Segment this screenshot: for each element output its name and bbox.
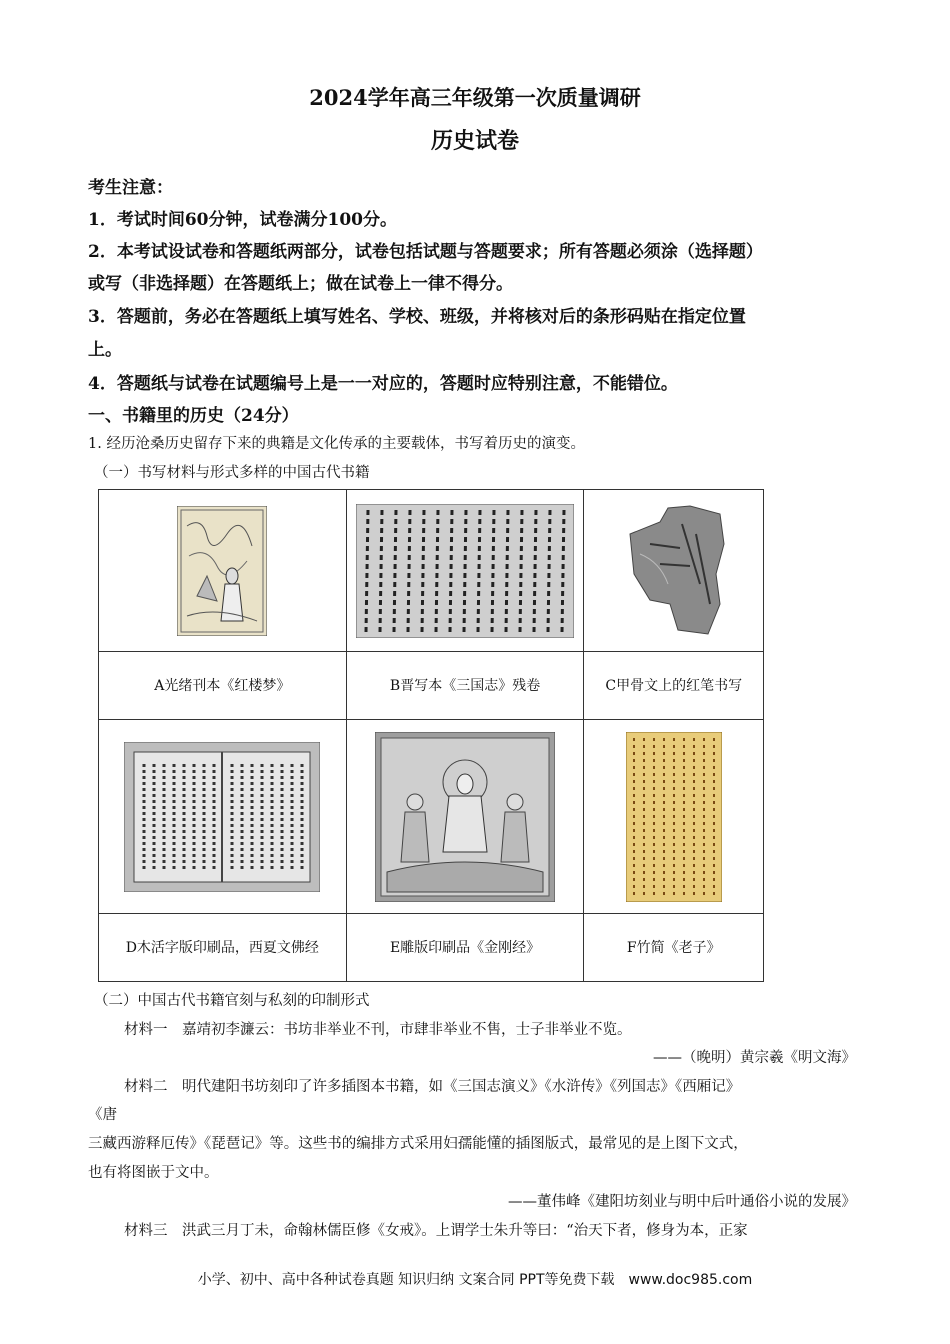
- caption-cell-f: [584, 914, 764, 982]
- material-2-line-1: 材料二 明代建阳书坊刻印了许多插图本书籍，如《三国志演义》《水浒传》《列国志》《西厢记》: [124, 1079, 741, 1095]
- material-2-line-4: 也有将图嵌于文中。: [88, 1165, 219, 1181]
- exam-title: 2024学年高三年级第一次质量调研: [309, 85, 641, 110]
- part-2-heading: （二）中国古代书籍官刻与私刻的印制形式: [94, 993, 370, 1009]
- xixia-sutra-image: [124, 742, 320, 892]
- caption-cell-e: [346, 914, 584, 982]
- book-image-table: [98, 489, 764, 982]
- image-cell-d: [99, 720, 347, 914]
- material-3-line-1: 材料三 洪武三月丁未，命翰林儒臣修《女戒》。上谓学士朱升等曰：“治天下者，修身为本，正家: [124, 1223, 748, 1239]
- caption-f: F竹简《老子》: [626, 939, 721, 956]
- caption-cell-c: [584, 652, 764, 720]
- diamond-sutra-image: [375, 732, 555, 902]
- bamboo-slips-image: [626, 732, 722, 902]
- caption-d: D木活字版印刷品，西夏文佛经: [125, 939, 319, 956]
- hongloumeng-illustration-image: [177, 506, 267, 636]
- image-cell-b: [346, 490, 584, 652]
- question-1-intro: 1. 经历沧桑历史留存下来的典籍是文化传承的主要载体，书写着历史的演变。: [88, 436, 585, 452]
- caption-e: E雕版印刷品《金刚经》: [389, 939, 541, 956]
- notice-item-3-line-1: 3．答题前，务必在答题纸上填写姓名、学校、班级，并将核对后的条形码贴在指定位置: [88, 307, 746, 327]
- notice-item-3-line-2: 上。: [88, 340, 122, 360]
- notice-item-2-line-1: 2．本考试设试卷和答题纸两部分，试卷包括试题与答题要求；所有答题必须涂（选择题）: [88, 242, 763, 262]
- caption-cell-b: [346, 652, 584, 720]
- notice-heading: 考生注意：: [88, 178, 173, 198]
- caption-a: A光绪刊本《红楼梦》: [154, 677, 291, 694]
- notice-item-1: 1．考试时间60分钟，试卷满分100分。: [88, 210, 397, 230]
- material-2-line-2: 《唐: [88, 1107, 117, 1123]
- section-heading: 一、书籍里的历史（24分）: [88, 406, 299, 426]
- caption-cell-d: [99, 914, 347, 982]
- oracle-bone-image: [620, 504, 728, 638]
- image-cell-a: [99, 490, 347, 652]
- caption-c: C甲骨文上的红笔书写: [605, 677, 743, 694]
- material-1-source: ——（晚明）黄宗羲《明文海》: [653, 1050, 856, 1066]
- sanguozhi-manuscript-image: [356, 504, 574, 638]
- material-2-source: ——董伟峰《建阳坊刻业与明中后叶通俗小说的发展》: [508, 1194, 856, 1210]
- caption-cell-a: [99, 652, 347, 720]
- image-cell-e: [346, 720, 584, 914]
- image-cell-f: [584, 720, 764, 914]
- image-cell-c: [584, 490, 764, 652]
- material-2-line-3: 三藏西游释厄传》《琵琶记》等。这些书的编排方式采用妇孺能懂的插图版式，最常见的是上图下文式，: [88, 1136, 748, 1152]
- notice-item-2-line-2: 或写（非选择题）在答题纸上；做在试卷上一律不得分。: [88, 274, 513, 294]
- part-1-heading: （一）书写材料与形式多样的中国古代书籍: [94, 465, 370, 481]
- material-1: 材料一 嘉靖初李濂云：书坊非举业不刊，市肆非举业不售，士子非举业不览。: [124, 1022, 632, 1038]
- caption-b: B晋写本《三国志》残卷: [389, 677, 541, 694]
- footer-advert: 小学、初中、高中各种试卷真题 知识归纳 文案合同 PPT等免费下载 www.doc985.com: [197, 1272, 753, 1288]
- notice-item-4: 4．答题纸与试卷在试题编号上是一一对应的，答题时应特别注意，不能错位。: [88, 374, 678, 394]
- exam-subtitle: 历史试卷: [430, 128, 519, 154]
